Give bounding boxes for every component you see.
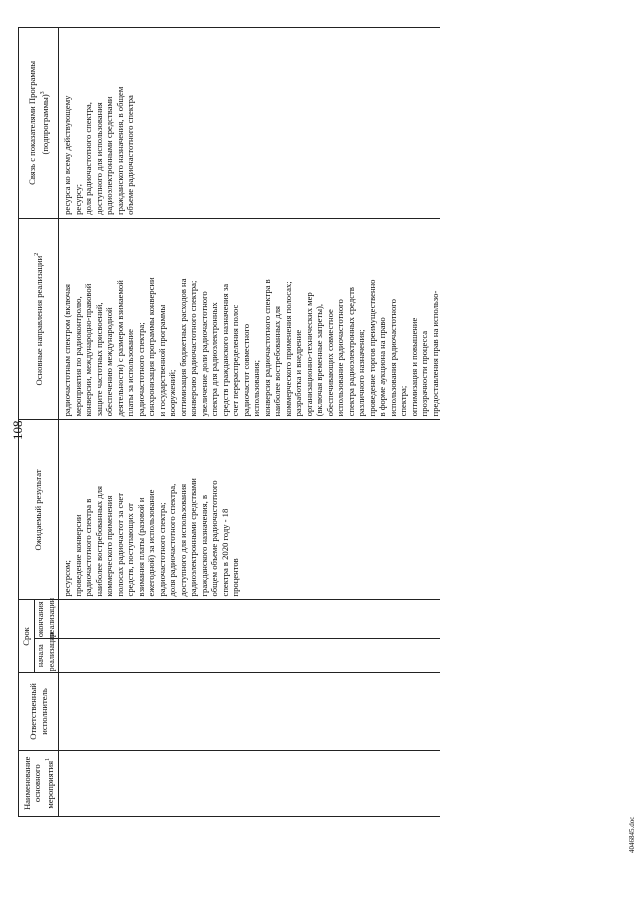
- header-name: Наименование основного мероприятия$^1$: [19, 750, 59, 816]
- cell-name: [59, 750, 441, 816]
- table-row: [59, 28, 441, 817]
- cell-directions: радиочастотным спектром (включая мероприятия по радиоконтролю, конверсии, международно-правовой защите частотных присвоений, обеспечению международной деятельности) с размером взимаемой платы за использование радиочастотного спектра; синхронизация программы конверсии и государственной программы вооружений; оптимизация бюджетных расходов на конверсию радиочастотного спектра; увеличение доли радиочастотного спектра для радиоэлектронных средств гражданского назначения за счет перераспределения полос радиочастот совместного использования; конверсия радиочастотного спектра в наиболее востребованных для коммерческого применения полосах; разработка и внедрение организационно-технических мер (включая временные запреты), обеспечивающих совместное использование радиочастотного спектра радиоэлектронных средств различного назначения; проведение торгов преимущественно в форме аукциона на право использования радиочастотного спектра; оптимизация и повышение прозрачности процесса предоставления прав на использо-: [59, 218, 441, 420]
- header-term-start: начала реализации: [35, 639, 59, 673]
- cell-result: ресурсом; проведение конверсии радиочастотного спектра в наиболее востребованных для коммерческого применения полосах радиочастот за счет средств, поступающих от взимания платы (разовой и ежегодной) за использование радиочастотного спектра; доля радиочастотного спектра, доступного для использования радиоэлектронными средствами гражданского назначения, в общем объеме радиочастотного спектра в 2020 году - 18 процентов: [59, 420, 441, 600]
- header-directions: Основные направления реализации$^2$: [19, 218, 59, 420]
- cell-term-end: [59, 600, 441, 639]
- cell-executor: [59, 673, 441, 750]
- header-result: Ожидаемый результат: [19, 420, 59, 600]
- header-term-end: окончания реализации: [35, 600, 59, 639]
- file-name: 4046845.doc: [628, 816, 636, 853]
- header-executor: Ответственный исполнитель: [19, 673, 59, 750]
- cell-link: ресурса ко всему действующему ресурсу; доля радиочастотного спектра, доступного для использования радиоэлектронными средствами гражданского назначения, в общем объеме радиочастотного спектра: [59, 28, 441, 219]
- cell-term-start: [59, 639, 441, 673]
- header-link: Связь с показателями Программы (подпрограммы)$^3$: [19, 28, 59, 219]
- measures-table: [18, 27, 440, 817]
- header-term: Срок: [19, 600, 35, 673]
- page-number: 108: [10, 420, 25, 440]
